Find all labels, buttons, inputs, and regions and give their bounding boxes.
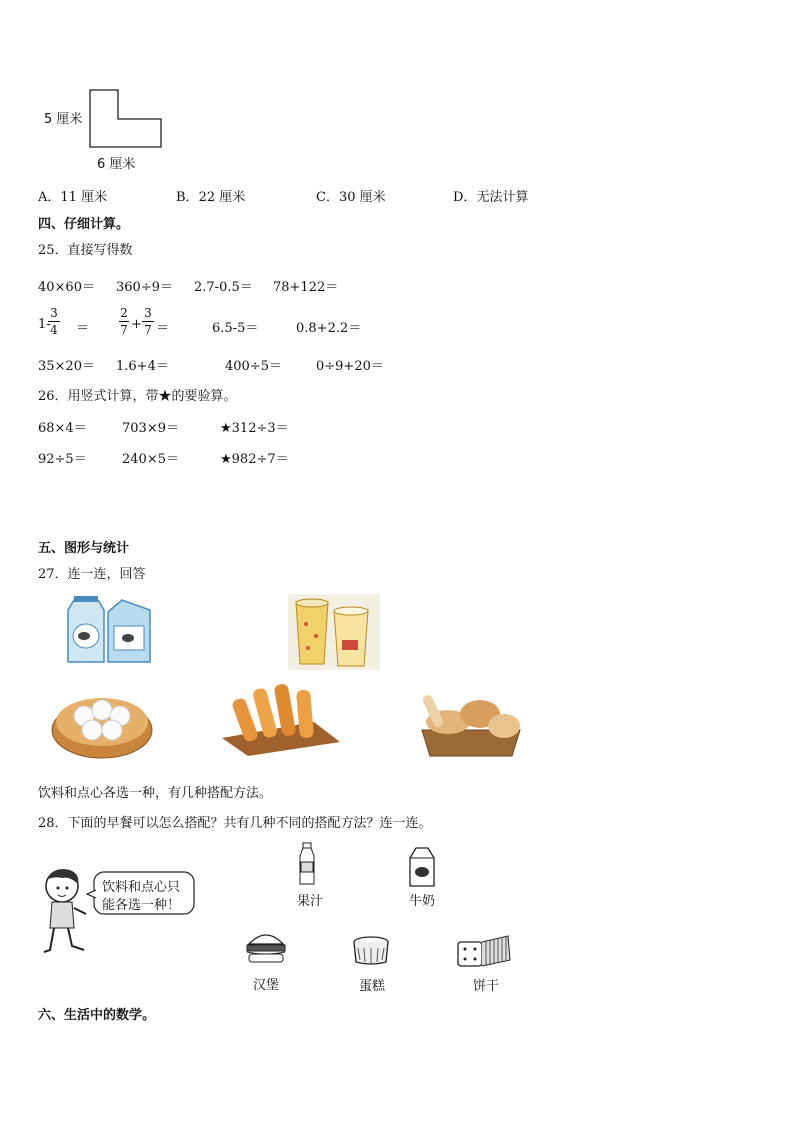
q28-title: 28．下面的早餐可以怎么搭配？共有几种不同的搭配方法？连一连。 — [38, 816, 432, 831]
drink-cups-image — [288, 594, 380, 670]
fraction-3-4: 3 4 — [48, 306, 60, 337]
q27-question: 饮料和点心各选一种，有几种搭配方法。 — [38, 786, 273, 801]
calc-item: 0.8+2.2＝ — [296, 321, 362, 336]
biscuit-icon — [456, 934, 512, 968]
milk-cartons-image — [62, 596, 154, 668]
shape-width-label: 6 厘米 — [97, 157, 136, 172]
option-c[interactable]: C．30 厘米 — [316, 190, 386, 205]
calc-item-fraction-prefix: 1- — [38, 317, 51, 332]
calc-item: 6.5-5＝ — [212, 321, 259, 336]
calc-item: 78+122＝ — [273, 280, 339, 295]
milk-carton-icon — [406, 846, 438, 888]
option-d[interactable]: D．无法计算 — [453, 190, 529, 205]
speech-line-2: 能各选一种！ — [102, 898, 181, 913]
section-5-title: 五、图形与统计 — [38, 541, 130, 556]
speech-line-1: 饮料和点心只 — [102, 880, 181, 895]
equals-sign: ＝ — [76, 321, 90, 336]
calc-item: 360÷9＝ — [116, 280, 173, 295]
steamed-buns-image — [50, 680, 154, 762]
fried-dough-sticks-image — [218, 676, 344, 758]
section-6-title: 六、生活中的数学。 — [38, 1008, 156, 1023]
calc-item: 68×4＝ — [38, 421, 87, 436]
calc-item: 0÷9+20＝ — [316, 359, 384, 374]
cake-label: 蛋糕 — [358, 979, 385, 994]
burger-icon — [245, 926, 287, 966]
milk-label: 牛奶 — [408, 894, 435, 909]
equals-sign: ＝ — [156, 321, 170, 336]
calc-item: 400÷5＝ — [225, 359, 282, 374]
calc-item: 703×9＝ — [122, 421, 179, 436]
calc-item: 92÷5＝ — [38, 452, 87, 467]
boy-illustration — [34, 866, 94, 956]
calc-item: 1.6+4＝ — [116, 359, 169, 374]
l-shape-figure — [88, 88, 164, 150]
burger-label: 汉堡 — [252, 978, 279, 993]
cake-icon — [352, 936, 390, 966]
q26-title: 26．用竖式计算，带★的要验算。 — [38, 389, 237, 404]
q27-title: 27．连一连，回答 — [38, 567, 146, 582]
shape-height-label: 5 厘米 — [44, 112, 83, 127]
calc-item: 2.7-0.5＝ — [194, 280, 253, 295]
fraction-3-7: 3 7 — [142, 306, 154, 337]
option-b[interactable]: B．22 厘米 — [176, 190, 246, 205]
biscuit-label: 饼干 — [472, 979, 499, 994]
fraction-2-7: 2 7 — [120, 306, 128, 337]
q25-title: 25．直接写得数 — [38, 243, 133, 258]
bread-basket-image — [418, 686, 524, 758]
calc-item: 40×60＝ — [38, 280, 95, 295]
section-4-title: 四、仔细计算。 — [38, 217, 130, 232]
plus-sign: + — [131, 317, 142, 332]
calc-item: ★982÷7＝ — [220, 452, 289, 467]
juice-bottle-icon — [296, 842, 318, 886]
calc-item: ★312÷3＝ — [220, 421, 289, 436]
option-a[interactable]: A．11 厘米 — [38, 190, 108, 205]
calc-item: 240×5＝ — [122, 452, 179, 467]
calc-item: 35×20＝ — [38, 359, 95, 374]
juice-label: 果汁 — [296, 894, 323, 909]
